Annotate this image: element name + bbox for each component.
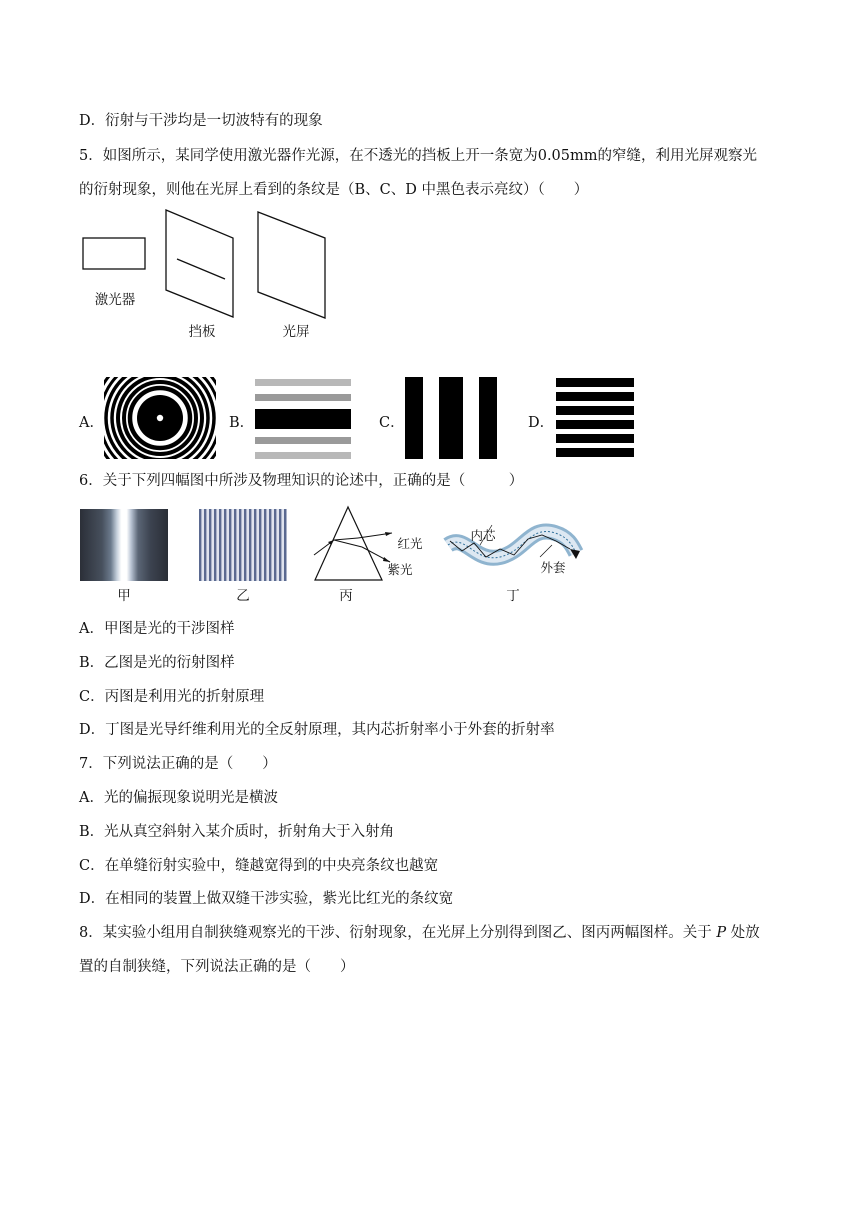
screen-plate xyxy=(258,212,325,318)
laser-label: 激光器 xyxy=(94,292,136,308)
q6-option-a: A．甲图是光的干涉图样 xyxy=(79,621,235,637)
q5-stem-line1: 5．如图所示，某同学使用激光器作光源，在不透光的挡板上开一条宽为0.05mm的窄缝，利用光屏观察光 xyxy=(79,148,758,164)
figure-yi-label: 乙 xyxy=(236,588,250,604)
q8-variable-p: P xyxy=(716,925,727,941)
q5-stem-line2: 的衍射现象，则他在光屏上看到的条纹是（B、C、D 中黑色表示亮纹）（ ） xyxy=(79,182,589,198)
figure-yi-double-slit-pattern xyxy=(199,509,287,581)
q6-option-d: D．丁图是光导纤维利用光的全反射原理，其内芯折射率小于外套的折射率 xyxy=(79,722,555,738)
figure-jia-single-slit-pattern xyxy=(80,509,168,581)
q8-stem-line1 xyxy=(79,923,760,943)
violet-light-label: 紫光 xyxy=(387,562,413,577)
q4-option-d: D．衍射与干涉均是一切波特有的现象 xyxy=(79,113,323,129)
core-label: 内芯 xyxy=(470,528,496,543)
option-c-vertical-fringes xyxy=(405,377,497,459)
baffle-slit xyxy=(177,259,225,279)
q8-stem-line2: 置的自制狭缝，下列说法正确的是（ ） xyxy=(79,959,355,975)
q7-option-d: D．在相同的装置上做双缝干涉实验，紫光比红光的条纹宽 xyxy=(79,891,454,907)
q8-text-pre: 8．某实验小组用自制狭缝观察光的干涉、衍射现象，在光屏上分别得到图乙、图丙两幅图样。关于 xyxy=(79,925,717,941)
q6-option-b: B．乙图是光的衍射图样 xyxy=(79,655,235,671)
screen-label: 光屏 xyxy=(282,324,310,340)
baffle-label: 挡板 xyxy=(188,324,216,340)
laser-box xyxy=(83,238,145,269)
q5-option-c-letter: C． xyxy=(379,415,405,431)
figure-jia-label: 甲 xyxy=(117,588,131,604)
q8-text-post: 处放 xyxy=(726,925,760,941)
figure-bing-label: 丙 xyxy=(339,588,353,604)
figure-ding-label: 丁 xyxy=(506,588,520,604)
baffle-plate xyxy=(166,210,233,317)
red-light-label: 红光 xyxy=(397,536,423,551)
q7-option-c: C．在单缝衍射实验中，缝越宽得到的中央亮条纹也越宽 xyxy=(79,858,439,874)
q7-option-a: A．光的偏振现象说明光是横波 xyxy=(79,790,278,806)
option-b-horizontal-fringes xyxy=(255,379,351,459)
q5-option-d-letter: D． xyxy=(528,415,555,431)
q6-option-c: C．丙图是利用光的折射原理 xyxy=(79,689,265,705)
q7-stem: 7．下列说法正确的是（ ） xyxy=(79,756,277,772)
q6-stem: 6．关于下列四幅图中所涉及物理知识的论述中，正确的是（ ） xyxy=(79,473,524,489)
q7-option-b: B．光从真空斜射入某介质时，折射角大于入射角 xyxy=(79,824,395,840)
q5-option-a-letter: A． xyxy=(79,415,104,431)
q5-option-b-letter: B． xyxy=(229,415,255,431)
cladding-label: 外套 xyxy=(540,560,566,575)
option-a-circular-fringes xyxy=(104,377,216,459)
option-d-equal-horizontal-fringes xyxy=(556,378,634,459)
